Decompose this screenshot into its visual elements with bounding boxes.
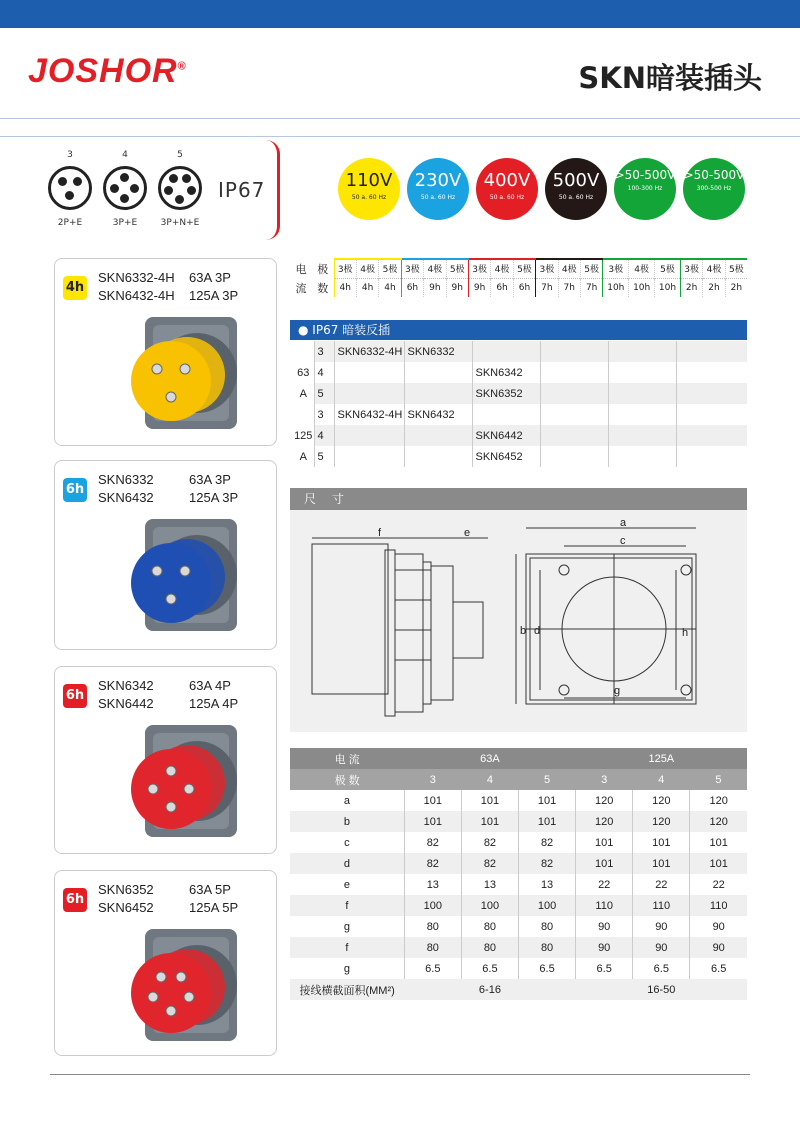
model-number: SKN6352 <box>98 882 154 897</box>
table-cell <box>404 383 472 404</box>
dim-label-h: h <box>682 627 689 639</box>
pole-cell: 4极 <box>491 259 513 278</box>
table-cell: 120 <box>576 811 633 832</box>
side-flange <box>385 550 395 716</box>
table-header-row <box>290 769 747 790</box>
table-cell: 101 <box>690 853 747 874</box>
footer-divider <box>50 1074 750 1075</box>
pole-cell: 3极 <box>334 259 356 278</box>
dim-label-e: e <box>464 527 471 539</box>
table-row <box>290 790 747 811</box>
frequency-label: 50 a. 60 Hz <box>420 194 456 201</box>
header-cell: 4 <box>461 769 518 790</box>
plug-face <box>131 341 211 421</box>
frequency-label: 50 a. 60 Hz <box>351 194 387 201</box>
divider <box>0 118 800 119</box>
voltage-circle <box>614 158 676 220</box>
pin-config-label: 2P+E <box>57 218 83 228</box>
table-cell <box>540 341 608 362</box>
row-header: 数 <box>317 281 329 295</box>
table-cell <box>404 362 472 383</box>
spec-table <box>290 748 747 1000</box>
hour-cell: 9h <box>446 278 468 297</box>
table-row <box>290 446 747 467</box>
product-card <box>54 870 277 1056</box>
voltage-circle <box>407 158 469 220</box>
dimension-svg <box>290 510 747 732</box>
table-cell: SKN6432 <box>404 404 472 425</box>
table-cell <box>540 362 608 383</box>
pole-cell: 5极 <box>725 259 747 278</box>
product-card <box>54 258 277 446</box>
header-cell: 5 <box>519 769 576 790</box>
row-label: g <box>343 920 350 933</box>
charge-time-badge: 4h <box>63 276 87 300</box>
table-cell: 3 <box>314 341 334 362</box>
plug-image <box>95 719 245 849</box>
table-cell <box>540 425 608 446</box>
dim-label-g: g <box>614 685 621 697</box>
table-cell: 16-50 <box>576 979 747 1000</box>
table-cell: 90 <box>690 937 747 958</box>
hour-cell: 10h <box>629 278 655 297</box>
charge-time-badge: 6h <box>63 888 87 912</box>
dim-label-f: f <box>378 527 382 539</box>
table-cell: 120 <box>633 790 690 811</box>
row-label: a <box>343 794 350 807</box>
table-cell: 80 <box>519 937 576 958</box>
table-cell: 100 <box>461 895 518 916</box>
table-cell <box>540 446 608 467</box>
table-cell: 110 <box>633 895 690 916</box>
table-cell: 22 <box>633 874 690 895</box>
pole-hour-table <box>290 258 747 297</box>
table-cell: SKN6352 <box>472 383 540 404</box>
hour-cell: 2h <box>680 278 702 297</box>
table-row <box>290 383 747 404</box>
table-cell: SKN6432-4H <box>334 404 404 425</box>
plug-image <box>95 923 245 1053</box>
ip-rating-label: IP67 <box>218 178 266 202</box>
table-cell: 101 <box>576 853 633 874</box>
table-cell <box>676 446 747 467</box>
table-cell <box>608 446 676 467</box>
table-cell: 6.5 <box>690 958 747 979</box>
pole-cell: 4极 <box>424 259 446 278</box>
model-number: SKN6432-4H <box>98 288 175 303</box>
table-cell: 82 <box>404 832 461 853</box>
table-cell: SKN6442 <box>472 425 540 446</box>
table-row <box>290 874 747 895</box>
table-cell <box>608 341 676 362</box>
row-header: 流 <box>295 281 307 295</box>
hour-cell: 2h <box>725 278 747 297</box>
table-cell: 80 <box>519 916 576 937</box>
table-cell: 80 <box>461 937 518 958</box>
table-row <box>290 916 747 937</box>
table-cell: 101 <box>461 790 518 811</box>
table-cell: 13 <box>519 874 576 895</box>
rating-spec: 63A 4P <box>189 678 231 693</box>
pole-cell: 5极 <box>655 259 681 278</box>
table-cell: 101 <box>633 832 690 853</box>
row-label: g <box>343 962 350 975</box>
dimension-drawing <box>290 510 747 732</box>
top-bar <box>0 0 800 28</box>
table-cell: 4 <box>314 425 334 446</box>
table-cell: 13 <box>461 874 518 895</box>
row-label: 接线横截面积(MM²) <box>290 979 404 1000</box>
voltage-circle <box>476 158 538 220</box>
hour-cell: 10h <box>603 278 629 297</box>
pole-cell: 3极 <box>401 259 423 278</box>
table-cell: 6.5 <box>519 958 576 979</box>
pole-cell: 3极 <box>468 259 490 278</box>
table-cell: 100 <box>404 895 461 916</box>
table-cell <box>290 341 314 362</box>
table-cell: A <box>290 446 314 467</box>
pin-config-label: 3P+N+E <box>160 218 200 228</box>
table-row <box>290 832 747 853</box>
rating-spec: 63A 3P <box>189 270 231 285</box>
dim-label-c: c <box>620 535 626 547</box>
bracket-decoration <box>262 140 280 240</box>
table-cell <box>676 341 747 362</box>
table-cell: 120 <box>576 790 633 811</box>
table-cell: 3 <box>314 404 334 425</box>
product-card <box>54 666 277 854</box>
hour-cell: 7h <box>558 278 580 297</box>
product-card <box>54 460 277 650</box>
table-row <box>290 362 747 383</box>
row-label: f <box>290 937 404 958</box>
row-label: f <box>290 895 404 916</box>
table-cell: 90 <box>576 916 633 937</box>
divider <box>0 136 800 137</box>
table-cell: 82 <box>519 853 576 874</box>
table-cell: 101 <box>633 853 690 874</box>
table-cell <box>676 362 747 383</box>
pin-count: 3 <box>67 150 73 160</box>
table-cell <box>676 425 747 446</box>
voltage-value: 230V <box>414 170 462 191</box>
hour-cell: 4h <box>334 278 356 297</box>
table-cell: 90 <box>633 916 690 937</box>
table-cell <box>334 446 404 467</box>
table-cell <box>608 362 676 383</box>
voltage-value: 400V <box>483 170 531 191</box>
table-cell <box>540 404 608 425</box>
table-cell <box>290 404 314 425</box>
pole-cell: 3极 <box>536 259 558 278</box>
charge-time-badge: 6h <box>63 684 87 708</box>
table-cell: 22 <box>690 874 747 895</box>
table-cell: 90 <box>576 937 633 958</box>
table-cell: 101 <box>690 832 747 853</box>
frequency-label: 50 a. 60 Hz <box>558 194 594 201</box>
table-cell: 4 <box>314 362 334 383</box>
table-cell: 80 <box>404 916 461 937</box>
brand-logo: JOSHOR® <box>28 52 187 90</box>
table-row <box>290 979 747 1000</box>
model-number: SKN6452 <box>98 900 154 915</box>
dim-label-d: d <box>534 625 541 637</box>
pole-cell: 3极 <box>680 259 702 278</box>
table-row <box>290 937 747 958</box>
charge-time-badge: 6h <box>63 478 87 502</box>
hour-cell: 10h <box>655 278 681 297</box>
pole-cell: 5极 <box>446 259 468 278</box>
table-row <box>290 853 747 874</box>
hour-cell: 7h <box>536 278 558 297</box>
table-cell: 80 <box>461 916 518 937</box>
side-body <box>312 544 388 694</box>
table-cell <box>676 404 747 425</box>
table-header-row <box>290 748 747 769</box>
table-cell: 6.5 <box>633 958 690 979</box>
rating-spec: 63A 3P <box>189 472 231 487</box>
table-cell: 5 <box>314 383 334 404</box>
table-cell: 80 <box>404 937 461 958</box>
hour-cell: 9h <box>468 278 490 297</box>
model-number: SKN6332 <box>98 472 154 487</box>
table-cell: 90 <box>633 937 690 958</box>
table-cell: 63 <box>290 362 314 383</box>
rating-spec: 63A 5P <box>189 882 231 897</box>
hour-cell: 6h <box>513 278 535 297</box>
socket-4pin-icon <box>103 166 147 210</box>
table-cell: 101 <box>461 811 518 832</box>
table-cell: 120 <box>690 790 747 811</box>
socket-5pin-icon <box>158 166 202 210</box>
hour-cell: 6h <box>401 278 423 297</box>
rating-spec: 125A 5P <box>189 900 239 915</box>
pin-count: 4 <box>122 150 128 160</box>
table-cell <box>404 425 472 446</box>
table-row <box>290 811 747 832</box>
table-cell: 101 <box>404 790 461 811</box>
plug-image <box>95 513 245 643</box>
voltage-circle <box>545 158 607 220</box>
table-cell: 6-16 <box>404 979 575 1000</box>
hour-cell: 6h <box>491 278 513 297</box>
table-cell: A <box>290 383 314 404</box>
pole-cell: 4极 <box>558 259 580 278</box>
model-number: SKN6332-4H <box>98 270 175 285</box>
table-cell: 82 <box>461 832 518 853</box>
rating-spec: 125A 4P <box>189 696 239 711</box>
pole-cell: 4极 <box>703 259 725 278</box>
row-header: 极 <box>317 262 329 276</box>
header-cell: 4 <box>633 769 690 790</box>
row-label: d <box>290 853 404 874</box>
voltage-value: 500V <box>552 170 600 191</box>
voltage-circle <box>338 158 400 220</box>
table-cell <box>472 341 540 362</box>
pole-cell: 5极 <box>379 259 401 278</box>
table-cell <box>608 383 676 404</box>
table-cell <box>540 383 608 404</box>
table-cell: 120 <box>633 811 690 832</box>
hour-cell: 4h <box>379 278 401 297</box>
header-cell: 125A <box>576 748 747 769</box>
voltage-value: 110V <box>345 170 393 191</box>
plug-face <box>131 543 211 623</box>
table-cell <box>334 362 404 383</box>
table-cell: 13 <box>404 874 461 895</box>
table-cell: 5 <box>314 446 334 467</box>
row-label: c <box>344 836 350 849</box>
table-cell <box>608 404 676 425</box>
socket-3pin-icon <box>48 166 92 210</box>
dimensions-header: 尺 寸 <box>290 488 747 510</box>
table-cell: 82 <box>461 853 518 874</box>
table-row <box>290 425 747 446</box>
row-header: 电 <box>295 262 307 276</box>
frequency-label: 300-500 Hz <box>696 185 732 192</box>
row-label: b <box>290 811 404 832</box>
rating-spec: 125A 3P <box>189 288 239 303</box>
table-cell <box>334 425 404 446</box>
pole-cell: 5极 <box>513 259 535 278</box>
page-title: SKN暗装插头 <box>578 61 762 95</box>
table-row <box>290 404 747 425</box>
table-cell: 90 <box>690 916 747 937</box>
frequency-label: 50 a. 60 Hz <box>489 194 525 201</box>
table-row <box>290 895 747 916</box>
plug-face <box>131 953 211 1033</box>
table-cell: 110 <box>690 895 747 916</box>
ip67-model-table <box>290 341 747 467</box>
model-number: SKN6342 <box>98 678 154 693</box>
table-cell: 6.5 <box>404 958 461 979</box>
header-cell: 5 <box>690 769 747 790</box>
table-cell: 101 <box>576 832 633 853</box>
pole-cell: 5极 <box>580 259 602 278</box>
model-number: SKN6432 <box>98 490 154 505</box>
table-cell <box>608 425 676 446</box>
header-cell: 3 <box>576 769 633 790</box>
ip67-table-header: ● IP67 暗装反插 <box>290 320 747 340</box>
hour-cell: 2h <box>703 278 725 297</box>
table-row <box>290 341 747 362</box>
table-row <box>290 958 747 979</box>
table-cell: 6.5 <box>461 958 518 979</box>
table-cell <box>334 383 404 404</box>
header-cell: 极 数 <box>290 769 404 790</box>
table-cell <box>404 446 472 467</box>
header-cell: 3 <box>404 769 461 790</box>
plug-image <box>95 311 245 441</box>
voltage-circle <box>683 158 745 220</box>
header-cell: 63A <box>404 748 575 769</box>
table-cell: 22 <box>576 874 633 895</box>
row-label: e <box>343 878 350 891</box>
hour-cell: 4h <box>356 278 378 297</box>
table-cell: 82 <box>519 832 576 853</box>
table-cell: 100 <box>519 895 576 916</box>
plug-face <box>131 749 211 829</box>
dim-label-a: a <box>620 517 627 529</box>
hour-cell: 9h <box>424 278 446 297</box>
table-cell: 82 <box>404 853 461 874</box>
table-cell: 101 <box>404 811 461 832</box>
pin-count: 5 <box>177 150 183 160</box>
table-cell: SKN6332 <box>404 341 472 362</box>
table-cell: SKN6332-4H <box>334 341 404 362</box>
table-cell: 6.5 <box>576 958 633 979</box>
pole-cell: 4极 <box>629 259 655 278</box>
table-cell: 101 <box>519 790 576 811</box>
pin-config-label: 3P+E <box>112 218 138 228</box>
table-cell: SKN6452 <box>472 446 540 467</box>
table-cell: 101 <box>519 811 576 832</box>
table-cell: 110 <box>576 895 633 916</box>
table-cell <box>676 383 747 404</box>
table-cell: 120 <box>690 811 747 832</box>
rating-spec: 125A 3P <box>189 490 239 505</box>
voltage-value: >50-500V <box>614 168 676 182</box>
table-cell: 125 <box>290 425 314 446</box>
header-cell: 电 流 <box>290 748 404 769</box>
hour-cell: 7h <box>580 278 602 297</box>
table-cell <box>472 404 540 425</box>
voltage-value: >50-500V <box>683 168 745 182</box>
model-number: SKN6442 <box>98 696 154 711</box>
table-cell: SKN6342 <box>472 362 540 383</box>
dim-label-b: b <box>520 625 527 637</box>
frequency-label: 100-300 Hz <box>627 185 663 192</box>
pole-cell: 3极 <box>603 259 629 278</box>
pole-cell: 4极 <box>356 259 378 278</box>
